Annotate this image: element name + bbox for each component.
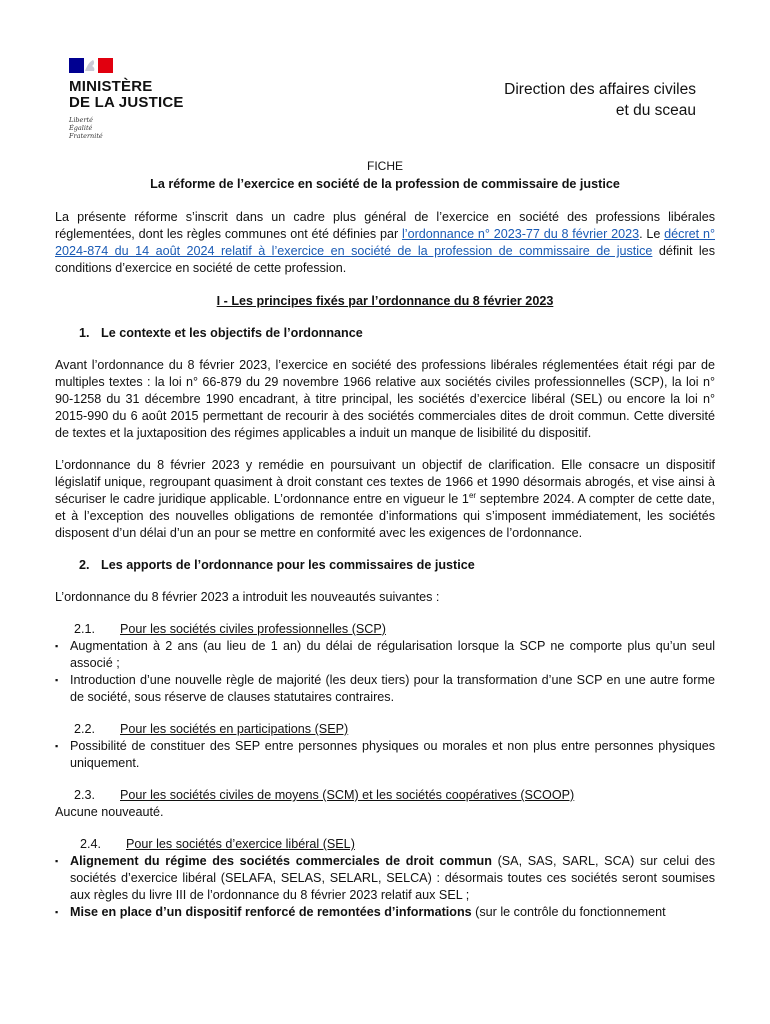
heading-1-title: Le contexte et les objectifs de l’ordonnance — [101, 326, 363, 340]
direction-line2: et du sceau — [615, 102, 696, 119]
intro-paragraph — [55, 209, 715, 277]
list-item-bold: Mise en place d’un dispositif renforcé de remontées d’informations — [70, 905, 472, 919]
subheading-2-4-number: 2.4. — [80, 837, 102, 851]
bullet-icon: ▪ — [55, 675, 59, 685]
subheading-2-1-title: Pour les sociétés civiles professionnelles (SCP) — [120, 622, 386, 636]
bullet-icon: ▪ — [55, 641, 59, 651]
objectives-text-b: septembre 2024. A compter de cette date, et à l’exception des nouvelles obligations de remontée d’informations qui s’imposent immédiatement, les sociétés disposent d’un délai d’un an pour se mettre en conformité avec les exigences de l’ordonnance. — [55, 492, 715, 540]
ordonnance-link[interactable]: l’ordonnance n° 2023-77 du 8 février 2023 — [401, 227, 640, 241]
subheading-2-4-title: Pour les sociétés d’exercice libéral (SEL) — [126, 837, 355, 851]
intro-text-b: . Le — [639, 227, 665, 241]
motto-fraternite: Fraternité — [69, 132, 103, 140]
ministry-name — [69, 79, 209, 111]
list-item-text: Possibilité de constituer des SEP entre personnes physiques ou morales et non plus entre personnes physiques uniquement. — [70, 739, 715, 770]
novelties-intro: L’ordonnance du 8 février 2023 a introduit les nouveautés suivantes : — [55, 590, 440, 604]
subheading-2-2-number: 2.2. — [74, 722, 96, 736]
subheading-2-3-title: Pour les sociétés civiles de moyens (SCM) et les sociétés coopératives (SCOOP) — [120, 788, 575, 802]
scp-list — [55, 638, 715, 706]
subheading-2-3 — [55, 787, 715, 804]
direction-line1: Direction des affaires civiles — [504, 81, 696, 98]
subheading-2-2-title: Pour les sociétés en participations (SEP) — [120, 722, 349, 736]
marianne-flag-icon — [69, 58, 113, 73]
list-item — [55, 738, 715, 772]
heading-2-number: 2. — [79, 558, 90, 572]
list-item-text: (sur le contrôle du fonctionnement — [471, 905, 666, 919]
bullet-icon: ▪ — [55, 856, 59, 866]
motto-egalite: Égalité — [69, 124, 93, 132]
bullet-icon: ▪ — [55, 907, 59, 917]
scm-scoop-text: Aucune nouveauté. — [55, 805, 164, 819]
list-item — [55, 904, 715, 921]
list-item — [55, 853, 715, 904]
subheading-2-1-number: 2.1. — [74, 622, 96, 636]
objectives-text-a: L’ordonnance du 8 février 2023 y remédie en poursuivant un objectif de clarification. Elle consacre un dispositif législatif unique, regroupant quasiment à droit constant ces textes de 1966 et 1990 désormais abrogés, et vise ainsi à sécuriser le cadre juridique applicable. L’ordonnance entre en vigueur le 1 — [55, 458, 715, 506]
list-item-bold: Alignement du régime des sociétés commerciales de droit commun — [70, 854, 492, 868]
motto-liberte: Liberté — [69, 116, 93, 124]
document-subject: La réforme de l’exercice en société de la profession de commissaire de justice — [150, 177, 620, 191]
heading-1-number: 1. — [79, 326, 90, 340]
subheading-2-3-number: 2.3. — [74, 788, 96, 802]
sel-list — [55, 853, 715, 921]
heading-2-title: Les apports de l’ordonnance pour les commissaires de justice — [101, 558, 475, 572]
document-body — [55, 158, 715, 921]
decret-link[interactable]: décret n° 2024-874 du 14 août 2024 relatif à l’exercice en société de la profession de commissaire de justice — [55, 227, 715, 258]
heading-2 — [55, 557, 715, 574]
ministry-name-line2: DE LA JUSTICE — [69, 94, 184, 111]
section-1-title: I - Les principes fixés par l’ordonnance du 8 février 2023 — [216, 294, 554, 308]
heading-1 — [55, 325, 715, 342]
intro-text-a: La présente réforme s’inscrit dans un cadre plus général de l’exercice en société des professions libérales réglementées, dont les règles communes ont été définies par — [55, 210, 715, 241]
bullet-icon: ▪ — [55, 741, 59, 751]
superscript-er: er — [468, 490, 477, 500]
objectives-paragraph — [55, 457, 715, 542]
sep-list — [55, 738, 715, 772]
list-item-text: (SA, SAS, SARL, SCA) sur celui des sociétés d’exercice libéral (SELAFA, SELAS, SELARL, SELCA) : désormais toutes ces sociétés seront soumises aux règles du livre III de l’ordonnance du 8 février 2023 relatif aux SEL ; — [70, 854, 715, 902]
list-item — [55, 672, 715, 706]
subheading-2-4 — [55, 836, 715, 853]
intro-text-c: définit les conditions d’exercice en société de cette profession. — [55, 244, 715, 275]
republic-motto — [69, 116, 209, 140]
direction-header — [504, 79, 696, 121]
context-paragraph: Avant l’ordonnance du 8 février 2023, l’exercice en société des professions libérales réglementées était régi par de multiples textes : la loi n° 66-879 du 29 novembre 1966 relative aux sociétés civiles professionnelles (SCP), la loi n° 90-1258 du 31 décembre 1990 encadrant, à titre principal, les sociétés d’exercice libéral (SEL) ou encore la loi n° 2015-990 du 6 août 2015 permettant de recourir à des sociétés commerciales dites de droit commun. Cette diversité de textes et la juxtaposition des régimes applicables a induit un manque de lisibilité du dispositif. — [55, 358, 715, 440]
fiche-label: FICHE — [367, 159, 403, 173]
ministry-logo — [69, 58, 209, 140]
list-item — [55, 638, 715, 672]
ministry-name-line1: MINISTÈRE — [69, 78, 153, 95]
subheading-2-1 — [55, 621, 715, 638]
list-item-text: Augmentation à 2 ans (au lieu de 1 an) du délai de régularisation lorsque la SCP ne comporte plus qu’un seul associé ; — [70, 639, 715, 670]
subheading-2-2 — [55, 721, 715, 738]
list-item-text: Introduction d’une nouvelle règle de majorité (les deux tiers) pour la transformation d’une SCP en une autre forme de société, sous réserve de clauses statutaires contraires. — [70, 673, 715, 704]
